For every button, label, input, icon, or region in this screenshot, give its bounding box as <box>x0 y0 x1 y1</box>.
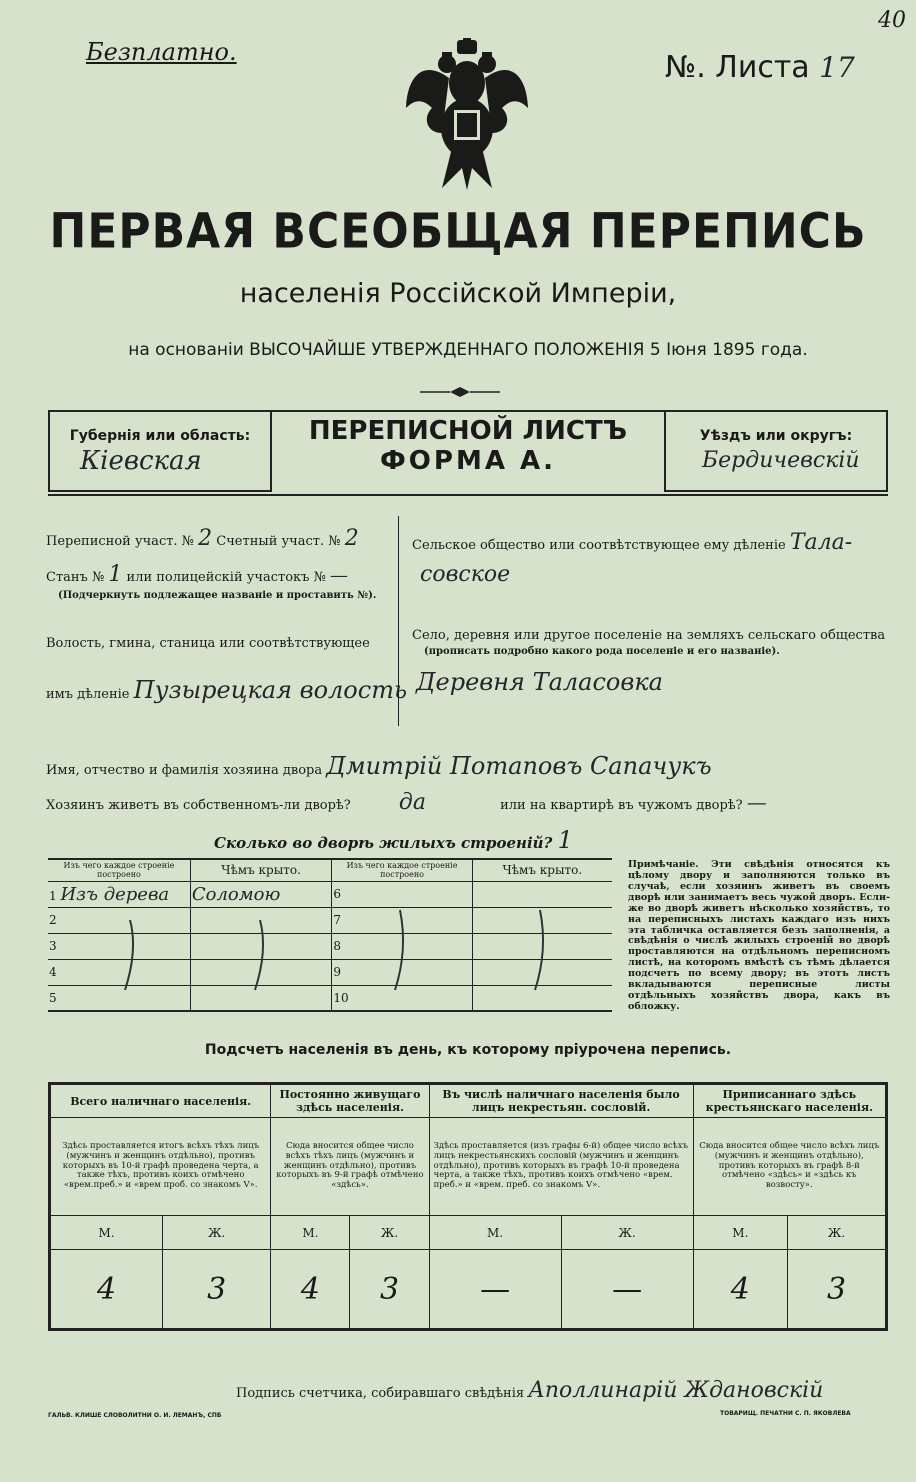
buildings-col-roof: Чѣмъ крыто. <box>190 859 332 881</box>
census-district-value: 2 <box>198 526 213 551</box>
own-yard-row <box>46 790 767 815</box>
stan-value: 1 <box>108 562 123 587</box>
row-num: 5 <box>49 990 57 1005</box>
count-table-sex <box>50 1216 887 1250</box>
census-district-row <box>46 526 359 551</box>
row-num: 9 <box>333 965 342 979</box>
signature-row <box>236 1378 823 1403</box>
count-table-descriptions <box>50 1118 887 1216</box>
f-label: Ж. <box>561 1216 693 1250</box>
volost-row <box>46 676 407 704</box>
owner-row <box>46 752 712 780</box>
form-title-line2: ФОРМА А. <box>380 446 556 476</box>
count-desc: Сюда вносится общее число всѣхъ тѣхъ лицъ (мужчинъ и женщинъ отдѣльно), противъ которыхъ въ 9-й графѣ отмѣчено «здѣсь». <box>271 1118 429 1216</box>
buildings-col-material: Изъ чего каждое строеніе построено <box>48 859 190 881</box>
buildings-value: 1 <box>557 826 573 854</box>
volost-label: Волость, гмина, станица или соотвѣтствующее <box>46 636 370 651</box>
owner-value: Дмитрій Потаповъ Сапачукъ <box>326 752 712 780</box>
footer-right: ТОВАРИЩ. ПЕЧАТНИ С. П. ЯКОВЛЕВА <box>720 1410 851 1417</box>
signature-value: Аполлинарій Ждановскій <box>528 1378 824 1403</box>
own-yard-value: да <box>398 790 426 815</box>
stan-row <box>46 562 348 587</box>
count-value: 4 <box>271 1250 350 1330</box>
m-label: М. <box>429 1216 561 1250</box>
underline-note: (Подчеркнуть подлежащее названіе и проставить №). <box>58 590 377 601</box>
double-headed-eagle-icon <box>402 38 532 193</box>
count-table-headers <box>50 1084 887 1118</box>
count-title: Подсчетъ населенія въ день, къ которому пріурочена перепись. <box>204 1042 732 1058</box>
census-district-label: Переписной участ. № <box>46 534 194 549</box>
row-num: 6 <box>333 887 342 901</box>
buildings-note: Примѣчаніе. Эти свѣдѣнія относятся къ цѣлому двору и заполняются только въ случаѣ, если хозяинъ живетъ въ своемъ дворѣ или занимаетъ весь чужой дворъ. Если-же во дворѣ живетъ нѣсколько хозяйствъ, то на переписныхъ листахъ каждаго изъ нихъ эта табличка оставляется безъ заполненія, а свѣдѣнія о числѣ жилыхъ строеній во дворѣ проставляются на отдѣльномъ переписномъ листѣ, на которомъ вмѣстѣ съ тѣмъ дѣлается подсчетъ по всему двору; въ этотъ листъ вкладываются переписные листы отдѣльныхъ хозяйствъ двора, какъ въ обложку. <box>628 859 890 1012</box>
buildings-col-roof-2: Чѣмъ крыто. <box>472 859 612 881</box>
footer-left: ГАЛЬВ. КЛИШЕ СЛОВОЛИТНИ О. И. ЛЕМАНЪ, СПБ <box>48 1412 222 1419</box>
count-value: 4 <box>50 1250 163 1330</box>
f-label: Ж. <box>163 1216 271 1250</box>
own-yard-label: Хозяинъ живетъ въ собственномъ-ли дворѣ? <box>46 798 351 813</box>
corner-number: 40 <box>878 8 906 33</box>
police-label: или полицейскій участокъ № <box>126 570 326 585</box>
uezd-label: Уѣздъ или округъ: <box>699 428 853 444</box>
row-num: 2 <box>49 913 57 927</box>
guberniya-value: Кіевская <box>80 446 202 476</box>
village-label: Село, деревня или другое поселеніе на земляхъ сельскаго общества <box>412 628 886 643</box>
row-num: 10 <box>333 990 349 1005</box>
volost-label-2: имъ дѣленіе <box>46 687 130 702</box>
signature-label: Подпись счетчика, собиравшаго свѣдѣнія <box>236 1386 525 1401</box>
count-value: — <box>429 1250 561 1330</box>
free-label: Безплатно. <box>86 38 237 66</box>
guberniya-box <box>48 410 272 492</box>
count-header: Постоянно живущаго здѣсь населенія. <box>271 1084 429 1118</box>
page-title: ПЕРВАЯ ВСЕОБЩАЯ ПЕРЕПИСЬ <box>49 203 867 260</box>
society-value-1: Тала- <box>789 530 853 555</box>
row-material: Изъ дерева <box>60 883 170 905</box>
society-row <box>412 530 852 555</box>
sheet-number-value: 17 <box>819 51 855 84</box>
form-title-line1: ПЕРЕПИСНОЙ ЛИСТЪ <box>308 416 628 446</box>
count-header: Приписаннаго здѣсь крестьянскаго населенія. <box>693 1084 886 1118</box>
police-value: — <box>330 565 349 586</box>
volost-value: Пузырецкая волость <box>133 676 408 704</box>
f-label: Ж. <box>350 1216 429 1250</box>
village-value: Деревня Таласовка <box>416 668 663 696</box>
sheet-number-label: №. Листа <box>665 50 810 85</box>
buildings-label: Сколько во дворѣ жилыхъ строеній? <box>214 834 553 852</box>
count-desc: Здѣсь проставляется (изъ графы 6-й) общее число всѣхъ лицъ некрестьянскихъ сословій (мужчинъ и женщинъ отдѣльно), противъ которыхъ въ графѣ 10-й проведена черта, а также тѣхъ, противъ коихъ отмѣчено «врем. преб.» и «врем. преб. со знакомъ V». <box>429 1118 693 1216</box>
count-district-label: Счетный участ. № <box>216 534 341 549</box>
count-desc: Сюда вносится общее число всѣхъ лицъ (мужчинъ и женщинъ отдѣльно), противъ которыхъ въ графѣ 8-й отмѣчено «здѣсь» и «здѣсь къ возвосту». <box>693 1118 886 1216</box>
count-table <box>48 1082 888 1331</box>
basis-line: на основаніи ВЫСОЧАЙШЕ УТВЕРЖДЕННАГО ПОЛОЖЕНІЯ 5 Іюня 1895 года. <box>128 340 808 360</box>
row-num: 4 <box>49 965 57 979</box>
uezd-value: Бердичевскій <box>702 448 860 473</box>
table-dash-marks <box>100 900 580 1000</box>
row-num: 8 <box>333 939 342 953</box>
page-subtitle: населенія Россійской Имперіи, <box>239 278 677 309</box>
form-title <box>272 416 664 476</box>
count-district-value: 2 <box>344 526 359 551</box>
row-num: 3 <box>49 939 57 953</box>
count-value: — <box>561 1250 693 1330</box>
sheet-number <box>665 50 855 85</box>
count-value: 3 <box>788 1250 887 1330</box>
rent-value: — <box>746 790 767 814</box>
ornament-divider <box>420 386 500 398</box>
f-label: Ж. <box>788 1216 887 1250</box>
stan-label: Станъ № <box>46 570 105 585</box>
count-value: 3 <box>350 1250 429 1330</box>
guberniya-label: Губернія или область: <box>69 428 251 444</box>
m-label: М. <box>271 1216 350 1250</box>
count-header: Всего наличнаго населенія. <box>50 1084 271 1118</box>
uezd-box <box>664 410 888 492</box>
buildings-table-header <box>48 859 612 881</box>
row-roof: Соломою <box>191 883 281 905</box>
m-label: М. <box>50 1216 163 1250</box>
m-label: М. <box>693 1216 788 1250</box>
count-header: Въ числѣ наличнаго населенія было лицъ некрестьян. сословій. <box>429 1084 693 1118</box>
count-desc: Здѣсь проставляется итогъ всѣхъ тѣхъ лицъ (мужчинъ и женщинъ отдѣльно), противъ которыхъ въ 10-й графѣ проведена черта, а также тѣхъ, противъ коихъ отмѣчено «врем.преб.» и «врем проб. со знакомъ V». <box>50 1118 271 1216</box>
count-table-values <box>50 1250 887 1330</box>
village-note: (прописать подробно какого рода поселеніе и его названіе). <box>424 646 780 657</box>
society-label: Сельское общество или соотвѣтствующее ему дѣленіе <box>412 538 786 553</box>
rent-label: или на квартирѣ въ чужомъ дворѣ? <box>500 798 743 813</box>
buildings-col-material-2: Изъ чего каждое строеніе построено <box>332 859 472 881</box>
row-num: 1 <box>49 888 57 903</box>
owner-label: Имя, отчество и фамилія хозяина двора <box>46 763 323 778</box>
society-value-2: совское <box>420 562 511 587</box>
buildings-row <box>214 826 573 854</box>
count-value: 4 <box>693 1250 788 1330</box>
row-num: 7 <box>333 913 342 927</box>
count-value: 3 <box>163 1250 271 1330</box>
